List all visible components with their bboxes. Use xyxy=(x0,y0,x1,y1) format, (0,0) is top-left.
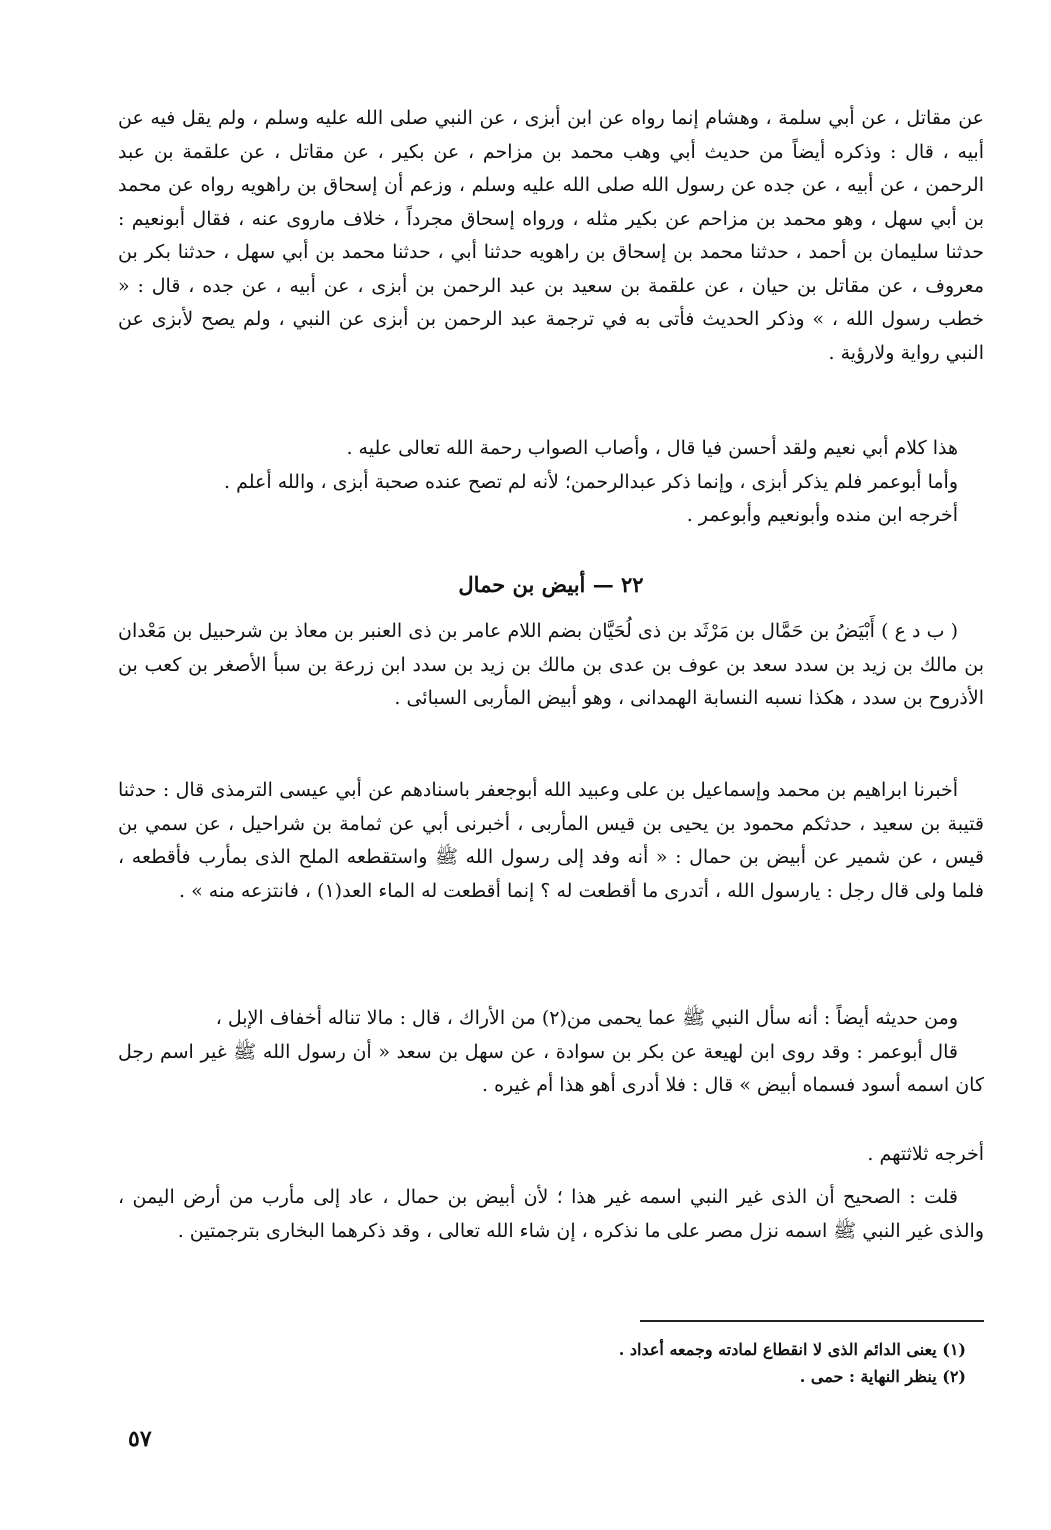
paragraph-text: أخرجه ثلاثتهم . xyxy=(867,1143,984,1165)
paragraph-hadith-narration xyxy=(118,774,984,908)
paragraph-text: عن مقاتل ، عن أبي سلمة ، وهشام إنما رواه عن ابن أبزى ، عن النبي صلى الله عليه وسلم ، ولم يقل فيه عن أبيه ، قال : وذكره أيضاً من حديث أبي وهب محمد بن مزاحم ، عن بكير ، عن مقاتل ، عن علقمة بن عبد الرحمن ، عن أبيه ، عن جده عن رسول الله صلى الله عليه وسلم ، وزعم أن إسحاق بن راهويه رواه عن محمد بن أبي سهل ، وهو محمد بن مزاحم عن بكير مثله ، ورواه إسحاق مجرداً ، خلاف ماروى عنه ، فقال أبونعيم : حدثنا سليمان بن أحمد ، حدثنا محمد بن إسحاق بن راهويه حدثنا أبي ، حدثنا محمد بن أبي سهل ، حدثنا بكر بن معروف ، عن مقاتل بن حيان ، عن علقمة بن سعيد بن عبد الرحمن بن أبزى ، عن أبيه ، عن جده ، قال : « خطب رسول الله ، » وذكر الحديث فأتى به في ترجمة عبد الرحمن بن أبزى عن النبي ، ولم يصح لأبزى عن النبي رواية ولارؤية . xyxy=(118,107,984,364)
entry-heading-container xyxy=(118,568,984,604)
paragraph-text: ( ب د ع ) أَبْيَضُ بن حَمَّال بن مَرْثَد بن ذى لُحَيَّان بضم اللام عامر بن ذى العنبر بن معاذ بن شرحبيل بن مَعْدان بن مالك بن زيد بن سدد سعد بن عوف بن عدى بن مالك بن زيد بن سدد ابن زرعة بن سبأ الأصغر بن كعب بن الأذروح بن سدد ، هكذا نسبه النسابة الهمدانى ، وهو أبيض المأربى السبائى . xyxy=(118,620,984,709)
footnote-1: (١) يعنى الدائم الذى لا انقطاع لمادته وجمعه أعداد . xyxy=(618,1340,966,1359)
paragraph-arak-hadith: ومن حديثه أيضاً : أنه سأل النبي ﷺ عما يحمى من(٢) من الأراك ، قال : مالا تناله أخفاف الإبل ، xyxy=(215,1007,958,1029)
paragraph-isnad-discussion xyxy=(118,102,984,370)
footnote-divider xyxy=(640,1320,984,1322)
paragraph-abu-nuaim-remark: هذا كلام أبي نعيم ولقد أحسن فيا قال ، وأصاب الصواب رحمة الله تعالى عليه . xyxy=(346,437,958,459)
footnote-2: (٢) ينظر النهاية : حمى . xyxy=(799,1367,966,1386)
paragraph-text: أخبرنا ابراهيم بن محمد وإسماعيل بن على وعبيد الله أبوجعفر باسنادهم عن أبي عيسى الترمذى قال : حدثنا قتيبة بن سعيد ، حدثكم محمود بن يحيى بن قيس المأربى ، أخبرنى أبي عن ثمامة بن شراحيل ، عن سمي بن قيس ، عن شمير عن أبيض بن حمال : « أنه وفد إلى رسول الله ﷺ واستقطعه الملح الذى بمأرب فأقطعه ، فلما ولى قال رجل : يارسول الله ، أتدرى ما أقطعت له ؟ إنما أقطعت له الماء العد(١) ، فانتزعه منه » . xyxy=(118,779,984,902)
paragraph-sources-three xyxy=(118,1138,984,1172)
paragraph-author-comment xyxy=(118,1181,984,1248)
paragraph-group-further-hadith xyxy=(118,1002,984,1103)
paragraph-abu-umar-remark: وأما أبوعمر فلم يذكر أبزى ، وإنما ذكر عبدالرحمن؛ لأنه لم تصح عنده صحبة أبزى ، والله أعلم . xyxy=(224,470,958,493)
page-number: ٥٧ xyxy=(128,1426,152,1452)
paragraph-lineage xyxy=(118,615,984,716)
entry-heading: ٢٢ — أبيض بن حمال xyxy=(458,572,644,597)
paragraph-abu-umar-narration: قال أبوعمر : وقد روى ابن لهيعة عن بكر بن سوادة ، عن سهل بن سعد « أن رسول الله ﷺ غير اسم رجل كان اسمه أسود فسماه أبيض » قال : فلا أدرى أهو هذا أم غيره . xyxy=(118,1040,984,1096)
paragraph-sources: أخرجه ابن منده وأبونعيم وأبوعمر . xyxy=(686,504,958,526)
paragraph-group-conclusion xyxy=(118,432,984,533)
footnotes xyxy=(560,1336,966,1390)
paragraph-text: قلت : الصحيح أن الذى غير النبي اسمه غير هذا ؛ لأن أبيض بن حمال ، عاد إلى مأرب من أرض اليمن ، والذى غير النبي ﷺ اسمه نزل مصر على ما نذكره ، إن شاء الله تعالى ، وقد ذكرهما البخارى بترجمتين . xyxy=(118,1186,984,1242)
